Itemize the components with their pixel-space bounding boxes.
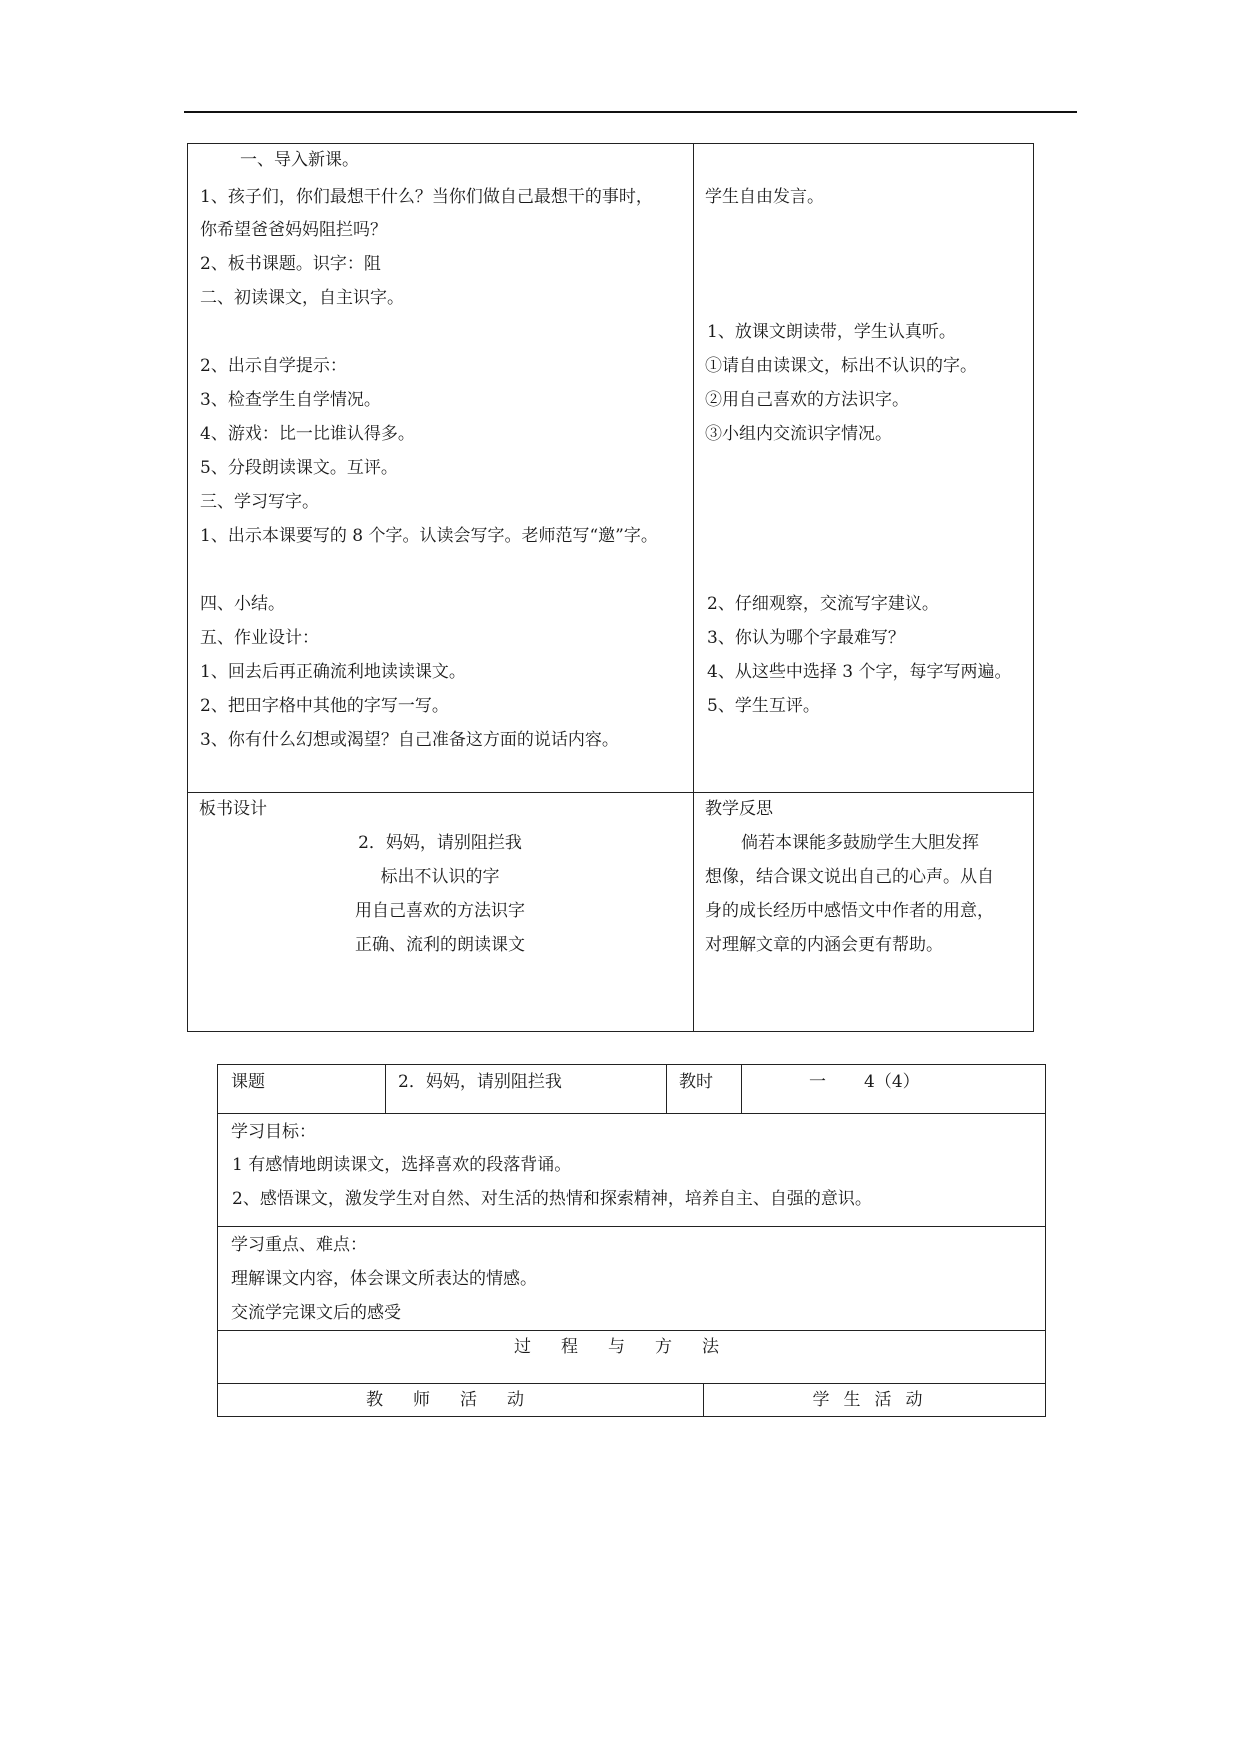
student-line: 3、你认为哪个字最难写？ [707,628,905,648]
column-divider [741,1064,742,1113]
reflection-line: 对理解文章的内涵会更有帮助。 [705,935,943,955]
teacher-line: 四、小结。 [200,594,285,614]
reflection-line: 身的成长经历中感悟文中作者的用意， [705,901,994,921]
teacher-line: 1、回去后再正确流利地读读课文。 [200,662,466,682]
column-divider [385,1064,386,1113]
teacher-activity-header: 教师活动 [366,1390,554,1410]
period-value-a: 一 [809,1072,826,1092]
teacher-line: 3、检查学生自学情况。 [200,390,381,410]
board-design-label: 板书设计 [199,799,267,819]
reflection-line: 倘若本课能多鼓励学生大胆发挥 [741,833,979,853]
row-divider [217,1226,1046,1227]
teacher-line: 五、作业设计： [200,628,319,648]
student-line: ②用自己喜欢的方法识字。 [705,390,909,410]
teacher-line: 1、出示本课要写的 8 个字。认读会写字。老师范写“邀”字。 [200,526,658,546]
board-design-line: 标出不认识的字 [380,867,500,887]
teacher-line: 2、把田字格中其他的字写一写。 [200,696,449,716]
board-design-line: 用自己喜欢的方法识字 [355,901,525,921]
board-design-line: 正确、流利的朗读课文 [355,935,525,955]
student-line: ③小组内交流识字情况。 [705,424,892,444]
column-divider [666,1064,667,1113]
row-divider [217,1330,1046,1331]
period-label: 教时 [679,1072,713,1092]
teacher-line: 2、板书课题。识字：阻 [200,254,381,274]
goals-label: 学习目标： [231,1122,316,1142]
period-value-b: 4（4） [864,1072,920,1092]
student-line: 2、仔细观察，交流写字建议。 [707,594,939,614]
reflection-label: 教学反思 [705,799,773,819]
row-divider [187,792,1034,793]
header-rule [184,111,1077,113]
key-point-line: 理解课文内容，体会课文所表达的情感。 [231,1269,537,1289]
board-design-line: 2．妈妈，请别阻拦我 [358,833,522,853]
student-line: 5、学生互评。 [707,696,820,716]
column-divider [693,143,694,1032]
teacher-line: 三、学习写字。 [200,492,319,512]
teacher-line: 1、孩子们，你们最想干什么？当你们做自己最想干的事时， [200,187,653,207]
reflection-line: 想像，结合课文说出自己的心声。从自 [705,867,994,887]
teacher-line: 你希望爸爸妈妈阻拦吗？ [200,220,387,240]
lesson-process-table [187,143,1034,1032]
teacher-line: 3、你有什么幻想或渴望？自己准备这方面的说话内容。 [200,730,619,750]
teacher-line: 4、游戏：比一比谁认得多。 [200,424,415,444]
goal-line: 2、感悟课文，激发学生对自然、对生活的热情和探索精神，培养自主、自强的意识。 [232,1189,872,1209]
student-activity-header: 学生活动 [812,1390,937,1410]
student-line: 4、从这些中选择 3 个字，每字写两遍。 [707,662,1012,682]
topic-value: 2．妈妈，请别阻拦我 [398,1072,562,1092]
process-header: 过程与方法 [514,1337,749,1357]
key-points-label: 学习重点、难点： [231,1235,367,1255]
goal-line: 1 有感情地朗读课文，选择喜欢的段落背诵。 [232,1155,572,1175]
student-line: ①请自由读课文，标出不认识的字。 [705,356,977,376]
row-divider [217,1383,1046,1384]
teacher-line: 5、分段朗读课文。互评。 [200,458,398,478]
row-divider [217,1113,1046,1114]
teacher-line: 二、初读课文，自主识字。 [200,288,404,308]
teacher-line: 一、导入新课。 [240,150,359,170]
student-line: 学生自由发言。 [705,187,824,207]
student-line: 1、放课文朗读带，学生认真听。 [707,322,956,342]
key-point-line: 交流学完课文后的感受 [231,1303,401,1323]
topic-label: 课题 [231,1072,265,1092]
teacher-line: 2、出示自学提示： [200,356,347,376]
